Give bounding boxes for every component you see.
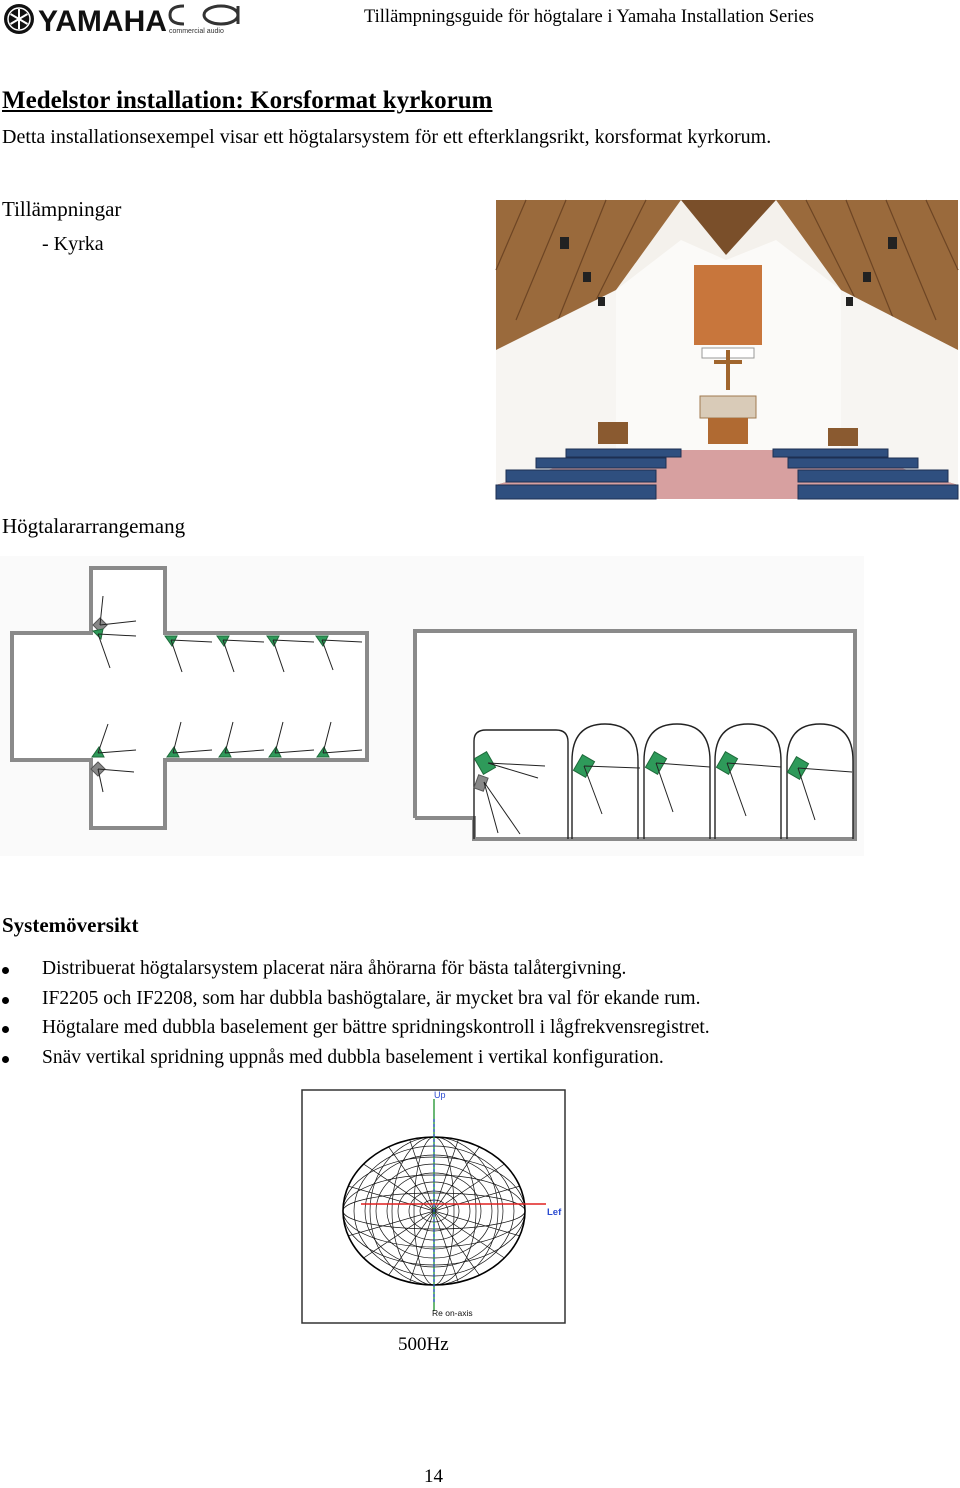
page-number: 14 — [424, 1466, 443, 1487]
list-item-text: IF2205 och IF2208, som har dubbla bashögtalare, är mycket bra val för ekande rum. — [42, 987, 701, 1009]
list-item — [0, 987, 710, 1017]
yamaha-logo — [2, 2, 167, 38]
axis-label-on-axis: Re on-axis — [432, 1308, 473, 1318]
overview-heading: Systemöversikt — [2, 913, 139, 937]
application-item: - Kyrka — [42, 233, 104, 255]
header-title: Tillämpningsguide för högtalare i Yamaha Installation Series — [364, 7, 814, 27]
axis-label-up: Up — [434, 1090, 446, 1100]
list-item — [0, 957, 710, 987]
bullet-dot-icon — [2, 1056, 9, 1063]
commercial-audio-logo — [168, 2, 242, 36]
axis-label-left: Lef — [547, 1207, 562, 1218]
intro-text: Detta installationsexempel visar ett högtalarsystem för ett efterklangsrikt, korsformat kyrkorum. — [2, 126, 772, 148]
floor-plan-diagram — [0, 556, 864, 856]
balloon-plot — [301, 1089, 566, 1324]
page-title: Medelstor installation: Korsformat kyrkorum — [2, 87, 493, 114]
list-item-text: Högtalare med dubbla baselement ger bättre spridningskontroll i lågfrekvensregistret. — [42, 1017, 710, 1039]
list-item — [0, 1016, 710, 1046]
balloon-caption: 500Hz — [398, 1334, 449, 1355]
applications-heading: Tillämpningar — [2, 197, 122, 221]
yamaha-wordmark: YAMAHA — [38, 5, 167, 38]
overview-list — [0, 957, 710, 1076]
bullet-dot-icon — [2, 997, 9, 1004]
church-interior-image — [496, 200, 958, 499]
arrangement-heading: Högtalararrangemang — [2, 514, 186, 538]
list-item — [0, 1046, 710, 1076]
bullet-dot-icon — [2, 967, 9, 974]
list-item-text: Distribuerat högtalarsystem placerat nära åhörarna för bästa talåtergivning. — [42, 958, 627, 979]
bullet-dot-icon — [2, 1026, 9, 1033]
list-item-text: Snäv vertikal spridning uppnås med dubbla baselement i vertikal konfiguration. — [42, 1047, 664, 1069]
commercial-audio-text: commercial audio — [169, 28, 224, 35]
side-elevation-plan — [415, 631, 855, 839]
